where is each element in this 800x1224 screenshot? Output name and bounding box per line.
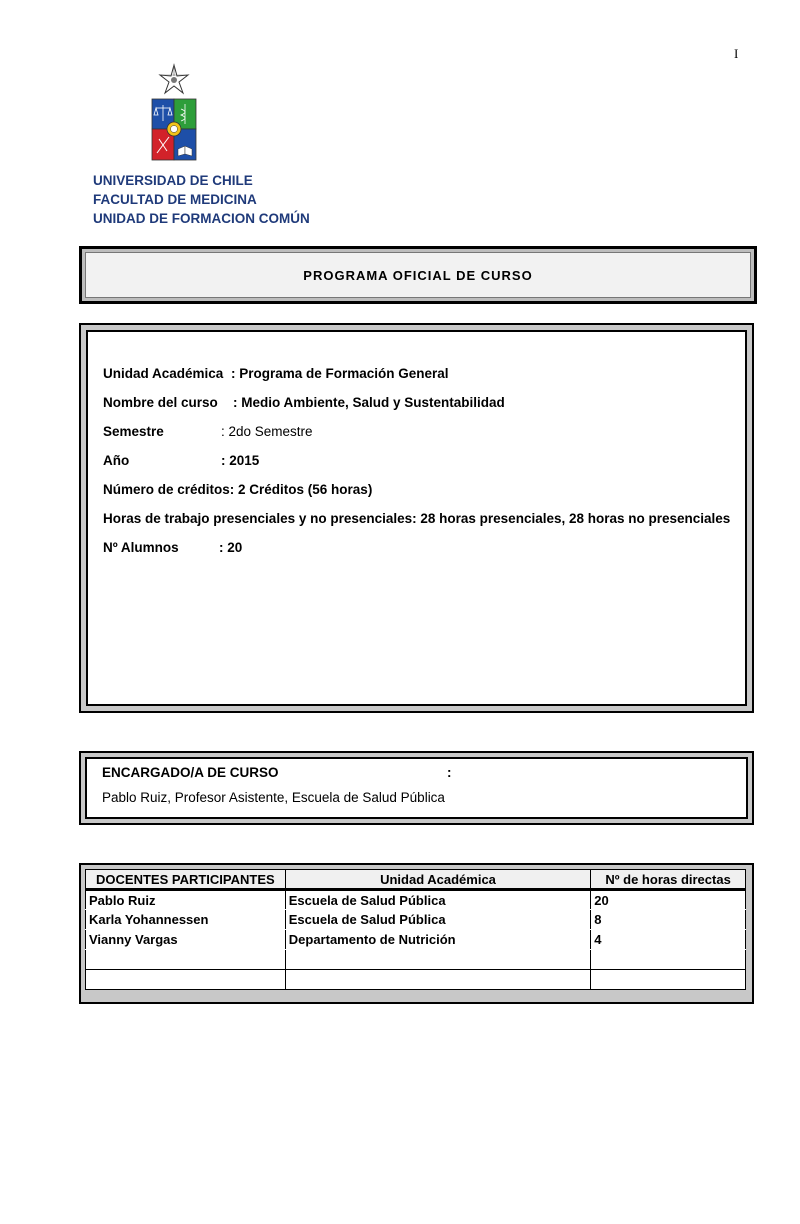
horas-row: Horas de trabajo presenciales y no presenciales: 28 horas presenciales, 28 horas no presenciales (103, 511, 731, 526)
docente-horas: 20 (591, 890, 746, 910)
header-unidad: Unidad Académica (285, 870, 590, 890)
table-row (86, 910, 746, 930)
table-row-empty (86, 950, 746, 970)
unidad-label: Unidad Académica (103, 366, 224, 381)
empty-cell (86, 970, 286, 990)
docente-name: Pablo Ruiz (86, 890, 286, 910)
table-row-empty (86, 970, 746, 990)
unidad-academica-row (103, 364, 745, 393)
encargado-label: ENCARGADO/A DE CURSO (102, 765, 279, 780)
nombre-curso-row (103, 393, 745, 422)
empty-cell (591, 970, 746, 990)
star-icon (160, 65, 188, 93)
alumnos-label: Nº Alumnos (103, 540, 179, 555)
table-row (86, 930, 746, 950)
anio-label: Año (103, 453, 130, 468)
course-info-box (79, 323, 754, 713)
unit-name: UNIDAD DE FORMACION COMÚN (93, 211, 310, 226)
university-logo (149, 63, 199, 163)
anio-value: : 2015 (221, 453, 260, 468)
table-row (86, 890, 746, 910)
empty-cell (285, 950, 590, 970)
empty-cell (591, 950, 746, 970)
docente-horas: 8 (591, 910, 746, 930)
alumnos-value: : 20 (219, 540, 243, 555)
table-header-row (86, 870, 746, 890)
title-box (79, 246, 757, 304)
docente-unidad: Escuela de Salud Pública (285, 910, 590, 930)
docentes-table-box (79, 863, 754, 1004)
empty-cell (285, 970, 590, 990)
nombre-value: : Medio Ambiente, Salud y Sustentabilidad (233, 395, 505, 410)
nombre-label: Nombre del curso (103, 395, 218, 410)
header-horas: Nº de horas directas (591, 870, 746, 890)
document-title: PROGRAMA OFICIAL DE CURSO (85, 252, 751, 298)
anio-row (103, 451, 745, 480)
unidad-value: : Programa de Formación General (231, 366, 449, 381)
semestre-label: Semestre (103, 424, 164, 439)
docente-name: Vianny Vargas (86, 930, 286, 950)
empty-cell (86, 950, 286, 970)
alumnos-row (103, 538, 745, 567)
institution-header (93, 171, 310, 228)
faculty-name: FACULTAD DE MEDICINA (93, 192, 257, 207)
docente-unidad: Departamento de Nutrición (285, 930, 590, 950)
docente-horas: 4 (591, 930, 746, 950)
encargado-name: Pablo Ruiz, Profesor Asistente, Escuela de Salud Pública (102, 790, 445, 805)
university-name: UNIVERSIDAD DE CHILE (93, 173, 253, 188)
docentes-table (85, 869, 746, 990)
encargado-box (79, 751, 754, 825)
header-docentes: DOCENTES PARTICIPANTES (86, 870, 286, 890)
semestre-value: : 2do Semestre (221, 424, 313, 439)
semestre-row (103, 422, 745, 451)
docente-name: Karla Yohannessen (86, 910, 286, 930)
encargado-colon: : (447, 765, 452, 780)
docente-unidad: Escuela de Salud Pública (285, 890, 590, 910)
creditos-row: Número de créditos: 2 Créditos (56 horas) (103, 482, 373, 497)
page-number: I (734, 46, 739, 61)
